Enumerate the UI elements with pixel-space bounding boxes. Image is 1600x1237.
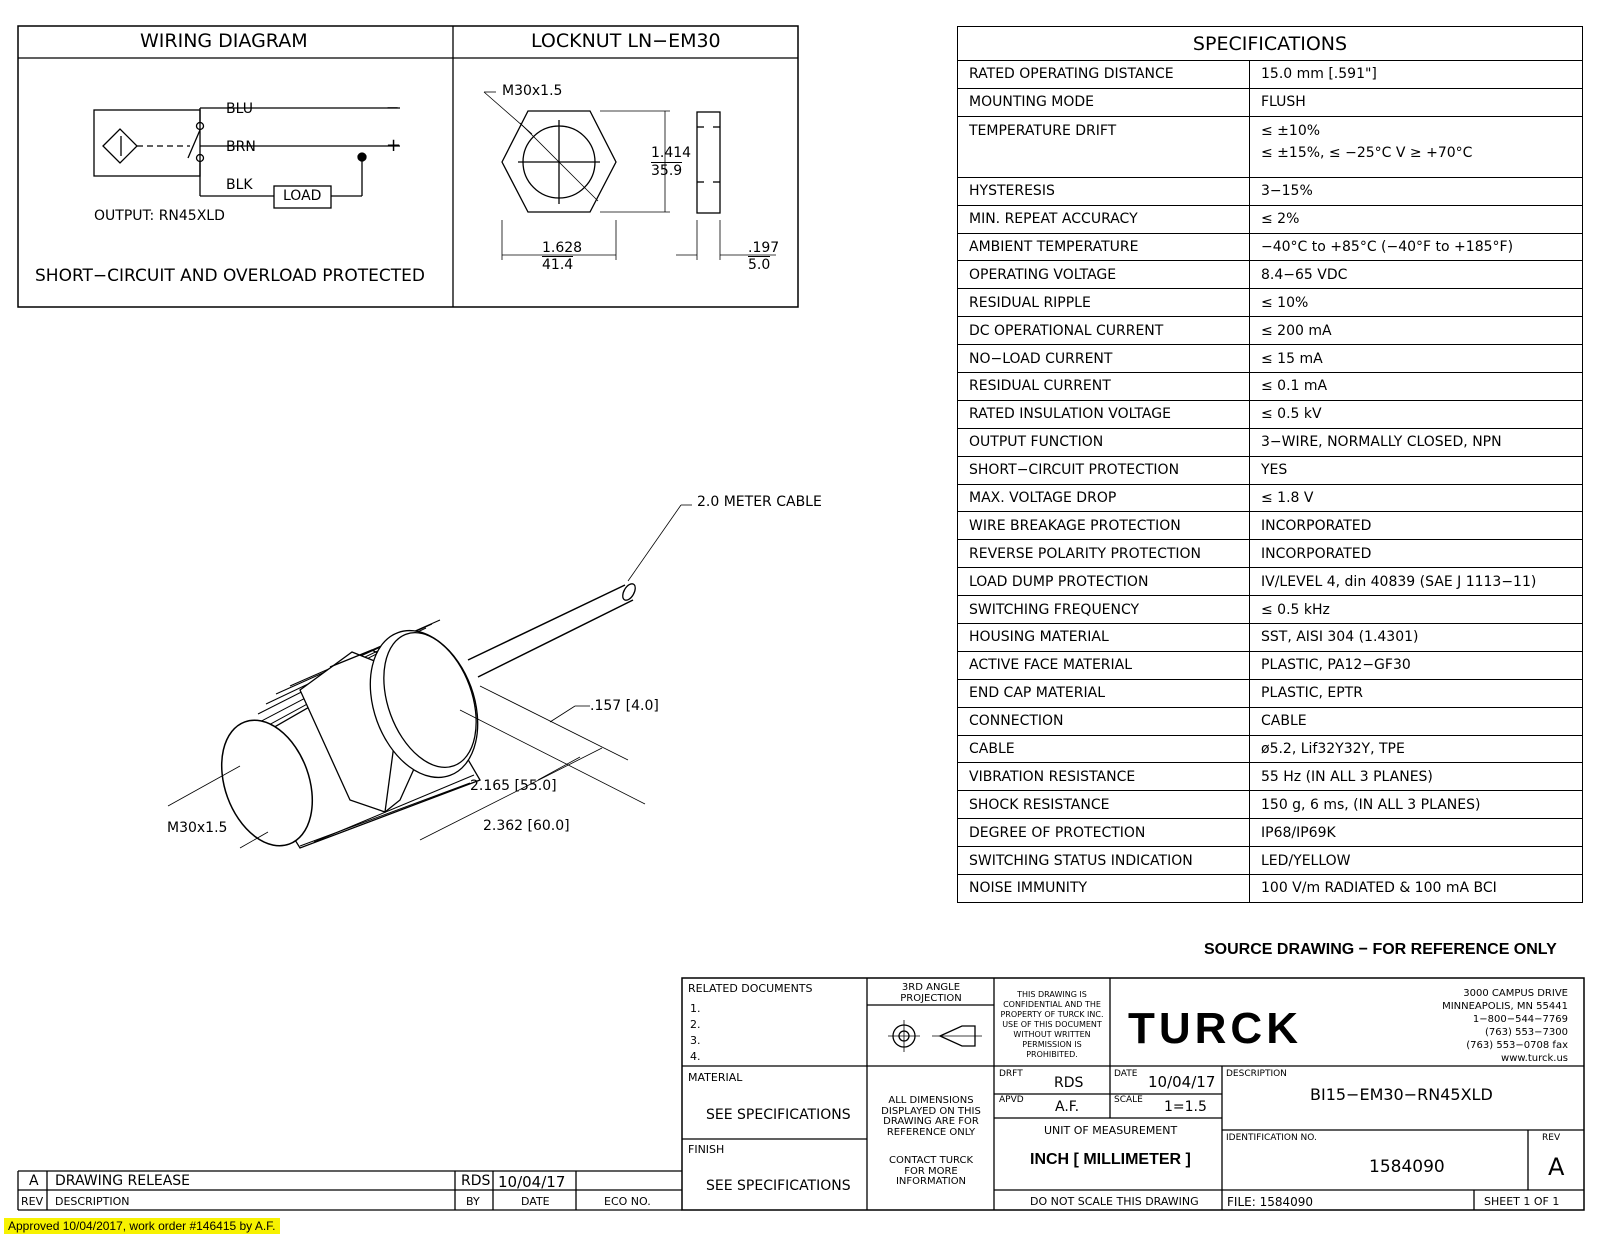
spec-value: ≤ 15 mA [1250,345,1583,373]
spec-key: MIN. REPEAT ACCURACY [958,205,1250,233]
source-note: SOURCE DRAWING − FOR REFERENCE ONLY [1204,941,1557,958]
rev-label: REV [1542,1133,1561,1143]
description-label: DESCRIPTION [1226,1069,1287,1079]
spec-key: WIRE BREAKAGE PROTECTION [958,512,1250,540]
spec-key: RATED OPERATING DISTANCE [958,61,1250,89]
spec-value [1250,116,1583,177]
spec-key: END CAP MATERIAL [958,679,1250,707]
spec-value: PLASTIC, PA12−GF30 [1250,651,1583,679]
spec-value: −40°C to +85°C (−40°F to +185°F) [1250,233,1583,261]
related-documents-label: RELATED DOCUMENTS [688,982,813,995]
spec-value: INCORPORATED [1250,512,1583,540]
spec-row [958,289,1583,317]
id-value: 1584090 [1369,1157,1445,1177]
spec-row [958,317,1583,345]
id-label: IDENTIFICATION NO. [1226,1133,1317,1143]
revision-rev: A [29,1173,39,1189]
wire-blu-label: BLU [226,101,253,117]
revision-header-description: DESCRIPTION [55,1195,130,1208]
spec-value-line: ≤ ±10% [1261,122,1321,139]
related-item-4: 4. [690,1050,701,1063]
spec-row [958,875,1583,903]
spec-row [958,735,1583,763]
spec-value: ≤ 0.5 kV [1250,400,1583,428]
spec-value: CABLE [1250,707,1583,735]
spec-row [958,791,1583,819]
address-line: (763) 553−7300 [1485,1027,1568,1038]
sensor-thread-label: M30x1.5 [167,820,228,836]
revision-date: 10/04/17 [498,1173,566,1191]
spec-value: ≤ 2% [1250,205,1583,233]
dim-total-label: 2.362 [60.0] [483,818,570,834]
spec-row [958,456,1583,484]
spec-row [958,345,1583,373]
spec-key: ACTIVE FACE MATERIAL [958,651,1250,679]
contact-note: CONTACT TURCK FOR MORE INFORMATION [888,1155,974,1187]
unit-label: UNIT OF MEASUREMENT [1044,1124,1178,1137]
spec-key: RESIDUAL CURRENT [958,373,1250,401]
cable-label: 2.0 METER CABLE [697,494,822,510]
spec-row [958,763,1583,791]
revision-description: DRAWING RELEASE [55,1173,191,1189]
date-value: 10/04/17 [1148,1073,1216,1091]
spec-value: 3−WIRE, NORMALLY CLOSED, NPN [1250,428,1583,456]
locknut-height-mm: 35.9 [651,163,683,179]
confidential-note: THIS DRAWING IS CONFIDENTIAL AND THE PROPERTY OF TURCK INC. USE OF THIS DOCUMENT WITHOUT WRITTEN PERMISSION IS PROHIBITED. [1000,990,1104,1059]
spec-key: OPERATING VOLTAGE [958,261,1250,289]
spec-value: 15.0 mm [.591"] [1250,61,1583,89]
no-scale-note: DO NOT SCALE THIS DRAWING [1030,1195,1199,1208]
dim-cap-label: .157 [4.0] [590,698,659,714]
file-label: FILE: 1584090 [1227,1195,1314,1209]
spec-row [958,205,1583,233]
spec-row [958,484,1583,512]
spec-row [958,819,1583,847]
locknut-width-mm: 41.4 [542,257,574,273]
spec-value: 8.4−65 VDC [1250,261,1583,289]
locknut-width-in: 1.628 [542,240,583,256]
spec-key: RESIDUAL RIPPLE [958,289,1250,317]
company-logo: TURCK [1128,1004,1302,1053]
spec-value: 100 V/m RADIATED & 100 mA BCI [1250,875,1583,903]
finish-label: FINISH [688,1143,725,1156]
address-line: 3000 CAMPUS DRIVE [1463,988,1568,999]
spec-key: TEMPERATURE DRIFT [958,116,1250,177]
protection-note: SHORT−CIRCUIT AND OVERLOAD PROTECTED [35,266,425,286]
spec-value: 150 g, 6 ms, (IN ALL 3 PLANES) [1250,791,1583,819]
sensor-body [205,582,638,859]
output-label: OUTPUT: RN45XLD [94,208,225,224]
spec-key: AMBIENT TEMPERATURE [958,233,1250,261]
sensor-symbol [94,110,200,176]
spec-value: ø5.2, Lif32Y32Y, TPE [1250,735,1583,763]
material-label: MATERIAL [688,1071,743,1084]
scale-label: SCALE [1114,1095,1143,1105]
spec-key: CONNECTION [958,707,1250,735]
revision-header-date: DATE [521,1195,550,1208]
spec-value: 55 Hz (IN ALL 3 PLANES) [1250,763,1583,791]
wire-blk-label: BLK [226,177,253,193]
spec-key: REVERSE POLARITY PROTECTION [958,540,1250,568]
dim-body-label: 2.165 [55.0] [470,778,557,794]
spec-value: ≤ 10% [1250,289,1583,317]
address-line: (763) 553−0708 fax [1466,1040,1568,1051]
revision-by: RDS [461,1173,491,1189]
revision-header-rev: REV [21,1195,44,1208]
specifications-title: SPECIFICATIONS [958,27,1583,61]
locknut-title: LOCKNUT LN−EM30 [531,30,721,52]
spec-row [958,177,1583,205]
finish-value: SEE SPECIFICATIONS [706,1178,851,1194]
spec-value: LED/YELLOW [1250,847,1583,875]
drft-value: RDS [1054,1075,1084,1091]
spec-key: VIBRATION RESISTANCE [958,763,1250,791]
spec-key: SHORT−CIRCUIT PROTECTION [958,456,1250,484]
company-address [1420,987,1568,1065]
locknut-thick-mm: 5.0 [748,257,771,273]
spec-value: ≤ 200 mA [1250,317,1583,345]
projection-label: 3RD ANGLE PROJECTION [900,982,962,1004]
material-value: SEE SPECIFICATIONS [706,1107,851,1123]
spec-key: HOUSING MATERIAL [958,624,1250,652]
spec-row [958,651,1583,679]
spec-key: CABLE [958,735,1250,763]
spec-row [958,373,1583,401]
spec-row [958,400,1583,428]
spec-row [958,61,1583,89]
spec-key: HYSTERESIS [958,177,1250,205]
spec-key: SWITCHING FREQUENCY [958,596,1250,624]
specifications-table [957,26,1583,903]
related-item-1: 1. [690,1002,701,1015]
plus-label: + [386,135,402,156]
spec-key: MOUNTING MODE [958,88,1250,116]
spec-value: ≤ 1.8 V [1250,484,1583,512]
spec-row [958,233,1583,261]
spec-row [958,116,1583,177]
related-item-2: 2. [690,1018,701,1031]
spec-row [958,707,1583,735]
spec-key: OUTPUT FUNCTION [958,428,1250,456]
scale-value: 1=1.5 [1164,1099,1207,1115]
spec-row [958,847,1583,875]
spec-key: LOAD DUMP PROTECTION [958,568,1250,596]
spec-key: SHOCK RESISTANCE [958,791,1250,819]
spec-row [958,88,1583,116]
approval-stamp: Approved 10/04/2017, work order #146415 by A.F. [4,1218,280,1234]
spec-value: ≤ 0.5 kHz [1250,596,1583,624]
spec-row [958,540,1583,568]
spec-value-line: ≤ ±15%, ≤ −25°C V ≥ +70°C [1261,144,1473,161]
address-line: MINNEAPOLIS, MN 55441 [1442,1001,1568,1012]
spec-row [958,679,1583,707]
spec-key: MAX. VOLTAGE DROP [958,484,1250,512]
drft-label: DRFT [999,1069,1023,1079]
spec-row [958,512,1583,540]
spec-row [958,624,1583,652]
spec-key: DC OPERATIONAL CURRENT [958,317,1250,345]
related-item-3: 3. [690,1034,701,1047]
spec-row [958,596,1583,624]
address-line: 1−800−544−7769 [1472,1014,1568,1025]
spec-value: SST, AISI 304 (1.4301) [1250,624,1583,652]
revision-header-eco: ECO NO. [604,1195,651,1208]
minus-label: − [386,98,400,117]
load-label: LOAD [283,188,322,204]
wire-brn-label: BRN [226,139,256,155]
spec-value: YES [1250,456,1583,484]
spec-value: IV/LEVEL 4, din 40839 (SAE J 1113−11) [1250,568,1583,596]
wiring-diagram-title: WIRING DIAGRAM [140,30,308,52]
spec-key: DEGREE OF PROTECTION [958,819,1250,847]
apvd-value: A.F. [1055,1099,1080,1115]
spec-value: IP68/IP69K [1250,819,1583,847]
unit-value: INCH [ MILLIMETER ] [1030,1151,1191,1168]
address-line: www.turck.us [1501,1053,1568,1064]
locknut-thread-label: M30x1.5 [502,83,563,99]
spec-value: INCORPORATED [1250,540,1583,568]
spec-value: PLASTIC, EPTR [1250,679,1583,707]
spec-row [958,261,1583,289]
sheet-label: SHEET 1 OF 1 [1484,1195,1560,1208]
dimensions-note: ALL DIMENSIONS DISPLAYED ON THIS DRAWING ARE FOR REFERENCE ONLY [881,1095,981,1138]
spec-value: FLUSH [1250,88,1583,116]
revision-header-by: BY [466,1195,480,1208]
spec-row [958,428,1583,456]
spec-key: NO−LOAD CURRENT [958,345,1250,373]
spec-value: ≤ 0.1 mA [1250,373,1583,401]
rev-value: A [1548,1153,1565,1181]
apvd-label: APVD [999,1095,1024,1105]
spec-row [958,568,1583,596]
spec-key: RATED INSULATION VOLTAGE [958,400,1250,428]
spec-key: NOISE IMMUNITY [958,875,1250,903]
locknut-height-in: 1.414 [651,145,692,161]
locknut-thick-in: .197 [748,240,780,256]
date-label: DATE [1114,1069,1138,1079]
spec-value: 3−15% [1250,177,1583,205]
description-value: BI15−EM30−RN45XLD [1310,1085,1493,1104]
spec-key: SWITCHING STATUS INDICATION [958,847,1250,875]
